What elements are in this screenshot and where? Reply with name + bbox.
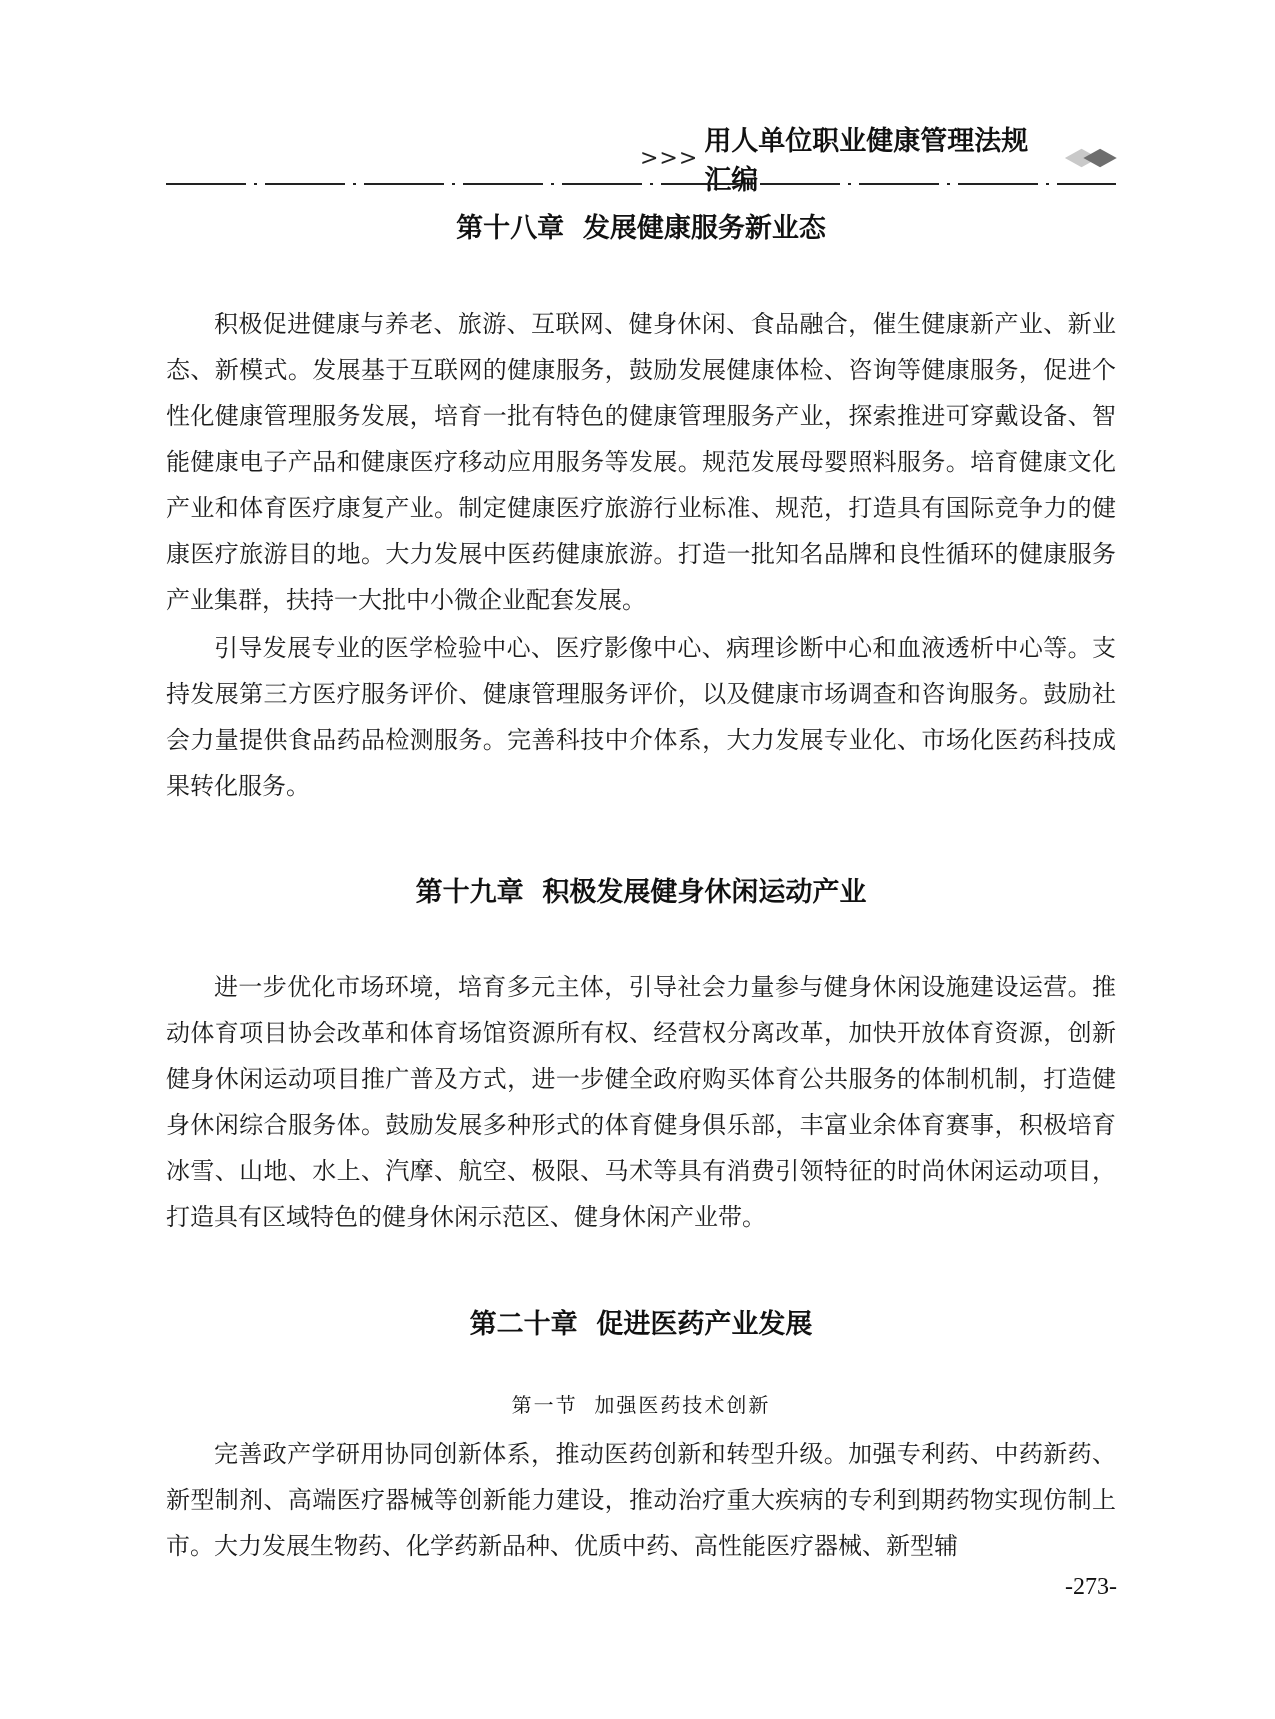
paragraph: 积极促进健康与养老、旅游、互联网、健身休闲、食品融合，催生健康新产业、新业态、新模式。发展基于互联网的健康服务，鼓励发展健康体检、咨询等健康服务，促进个性化健康管理服务发展，培育一批有特色的健康管理服务产业，探索推进可穿戴设备、智能健康电子产品和健康医疗移动应用服务等发展。规范发展母婴照料服务。培育健康文化产业和体育医疗康复产业。制定健康医疗旅游行业标准、规范，打造具有国际竞争力的健康医疗旅游目的地。大力发展中医药健康旅游。打造一批知名品牌和良性循环的健康服务产业集群，扶持一大批中小微企业配套发展。 (166, 310, 1116, 614)
chapter-heading: 第二十章 促进医药产业发展 (469, 1309, 813, 1340)
chevron-right-icon: >>> (640, 145, 699, 171)
chapter-heading: 第十九章 积极发展健身休闲运动产业 (415, 877, 867, 908)
chapter-heading: 第十八章 发展健康服务新业态 (456, 213, 826, 244)
running-header (640, 126, 1120, 196)
paragraph: 引导发展专业的医学检验中心、医疗影像中心、病理诊断中心和血液透析中心等。支持发展第三方医疗服务评价、健康管理服务评价，以及健康市场调查和咨询服务。鼓励社会力量提供食品药品检测服务。完善科技中介体系，大力发展专业化、市场化医药科技成果转化服务。 (166, 634, 1116, 800)
paragraph: 完善政产学研用协同创新体系，推动医药创新和转型升级。加强专利药、中药新药、新型制剂、高端医疗器械等创新能力建设，推动治疗重大疾病的专利到期药物实现仿制上市。大力发展生物药、化学药新品种、优质中药、高性能医疗器械、新型辅 (166, 1440, 1116, 1560)
double-diamond-icon (1063, 145, 1120, 171)
book-title: 用人单位职业健康管理法规汇编 (704, 126, 1029, 196)
section-heading: 第一节 加强医药技术创新 (511, 1393, 771, 1417)
paragraph: 进一步优化市场环境，培育多元主体，引导社会力量参与健身休闲设施建设运营。推动体育项目协会改革和体育场馆资源所有权、经营权分离改革，加快开放体育资源，创新健身休闲运动项目推广普及方式，进一步健全政府购买体育公共服务的体制机制，打造健身休闲综合服务体。鼓励发展多种形式的体育健身俱乐部，丰富业余体育赛事，积极培育冰雪、山地、水上、汽摩、航空、极限、马术等具有消费引领特征的时尚休闲运动项目，打造具有区域特色的健身休闲示范区、健身休闲产业带。 (166, 973, 1116, 1231)
header-rule (166, 181, 1116, 187)
page-number: -273- (1065, 1574, 1117, 1600)
